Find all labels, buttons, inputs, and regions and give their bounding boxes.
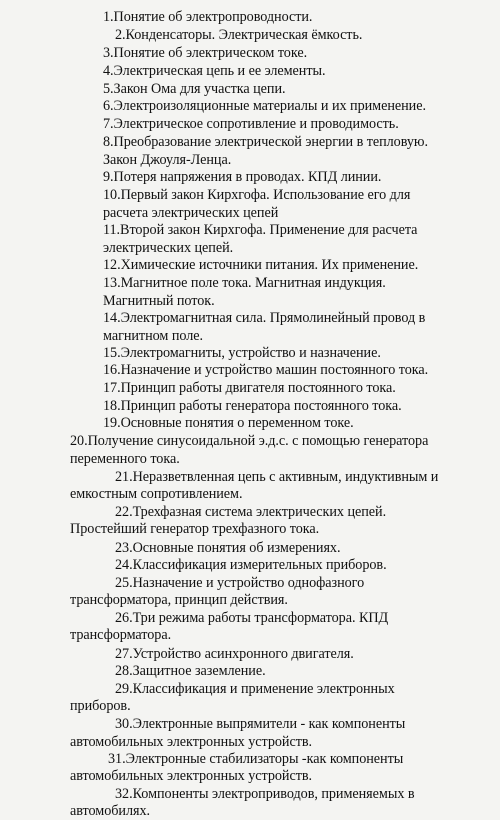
list-item [103,310,425,345]
item-text: автомобилях. [70,803,151,819]
item-text: автомобильных электронных устройств. [70,734,312,750]
list-item [103,222,417,257]
list-item [115,681,395,699]
list-item [103,415,354,433]
item-text: 11.Второй закон Кирхгофа. Применение для расчета [103,222,418,238]
list-item [115,469,438,487]
item-text: Закон Джоуля-Ленца. [103,151,232,168]
item-text: 28.Защитное заземление. [115,663,266,679]
list-item [103,45,307,63]
item-text: 6.Электроизоляционные материалы и их применение. [103,98,426,114]
item-text: 3.Понятие об электрическом токе. [103,45,308,61]
list-item [103,362,428,380]
list-item [70,521,319,539]
item-text: 25.Назначение и устройство однофазного [115,575,365,591]
item-text: 24.Классификация измерительных приборов. [115,557,387,573]
list-item [70,627,171,645]
item-text: 15.Электромагниты, устройство и назначение. [103,345,381,361]
item-text: 12.Химические источники питания. Их применение. [103,257,419,273]
list-item [103,116,399,134]
item-text: приборов. [70,698,131,714]
item-text: 5.Закон Ома для участка цепи. [103,81,286,97]
item-text: 18.Принцип работы генератора постоянного тока. [103,398,402,414]
item-text: Простейший генератор трехфазного тока. [70,521,320,537]
list-item [103,187,410,222]
list-item [103,63,325,81]
item-text: 4.Электрическая цепь и ее элементы. [103,63,326,79]
list-item [115,786,415,804]
item-text: 19.Основные понятия о переменном токе. [103,415,354,431]
item-text: автомобильных электронных устройств. [70,768,312,784]
list-item [115,716,405,734]
list-item [115,575,364,593]
list-item [70,486,242,504]
list-item [115,610,388,628]
list-item [103,345,381,363]
item-text: 20.Получение синусоидальной э.д.с. с помощью генератора [70,433,429,449]
list-item [103,134,428,169]
item-text: Магнитный поток. [103,292,215,309]
item-text: 2.Конденсаторы. Электрическая ёмкость. [115,27,363,43]
item-text: магнитном поле. [103,327,203,344]
item-text: 26.Три режима работы трансформатора. КПД [115,610,389,626]
item-text: 13.Магнитное поле тока. Магнитная индукция. [103,275,386,291]
item-text: трансформатора, принцип действия. [70,592,288,608]
list-item [70,768,312,786]
list-item [70,698,131,716]
item-text: 30.Электронные выпрямители - как компоненты [115,716,406,732]
list-item [103,380,396,398]
list-item [115,27,362,45]
list-item [70,592,288,610]
item-text: 32.Компоненты электроприводов, применяемых в [115,786,415,802]
item-text: 17.Принцип работы двигателя постоянного тока. [103,380,396,396]
item-text: переменного тока. [70,450,180,467]
item-text: 29.Классификация и применение электронных [115,681,395,697]
item-text: 31.Электронные стабилизаторы -как компоненты [108,751,404,767]
item-text: 14.Электромагнитная сила. Прямолинейный провод в [103,310,426,326]
item-text: 9.Потеря напряжения в проводах. КПД линии. [103,169,382,185]
list-item [103,398,402,416]
item-text: 23.Основные понятия об измерениях. [115,540,341,556]
list-item [70,433,428,468]
list-item [70,803,150,820]
list-item [115,504,386,522]
item-text: 27.Устройство асинхронного двигателя. [115,646,354,662]
item-text: электрических цепей. [103,239,234,256]
item-text: расчета электрических цепей [103,204,279,221]
list-item [103,98,426,116]
list-item [103,169,381,187]
list-item [115,646,354,664]
item-text: трансформатора. [70,627,172,643]
item-text: 8.Преобразование электрической энергии в тепловую. [103,134,428,150]
list-item [103,257,418,275]
list-item [103,81,286,99]
list-item [103,9,312,27]
item-text: 7.Электрическое сопротивление и проводимость. [103,116,399,132]
item-text: 1.Понятие об электропроводности. [103,9,313,25]
item-text: 22.Трехфазная система электрических цепей. [115,504,387,520]
list-item [115,540,340,558]
item-text: 10.Первый закон Кирхгофа. Использование его для [103,187,411,203]
list-item [70,734,312,752]
item-text: емкостным сопротивлением. [70,486,243,502]
list-item [108,751,403,769]
list-item [115,557,387,575]
item-text: 16.Назначение и устройство машин постоянного тока. [103,362,429,378]
list-item [103,275,386,310]
list-item [115,663,266,681]
item-text: 21.Неразветвленная цепь с активным, индуктивным и [115,469,439,485]
